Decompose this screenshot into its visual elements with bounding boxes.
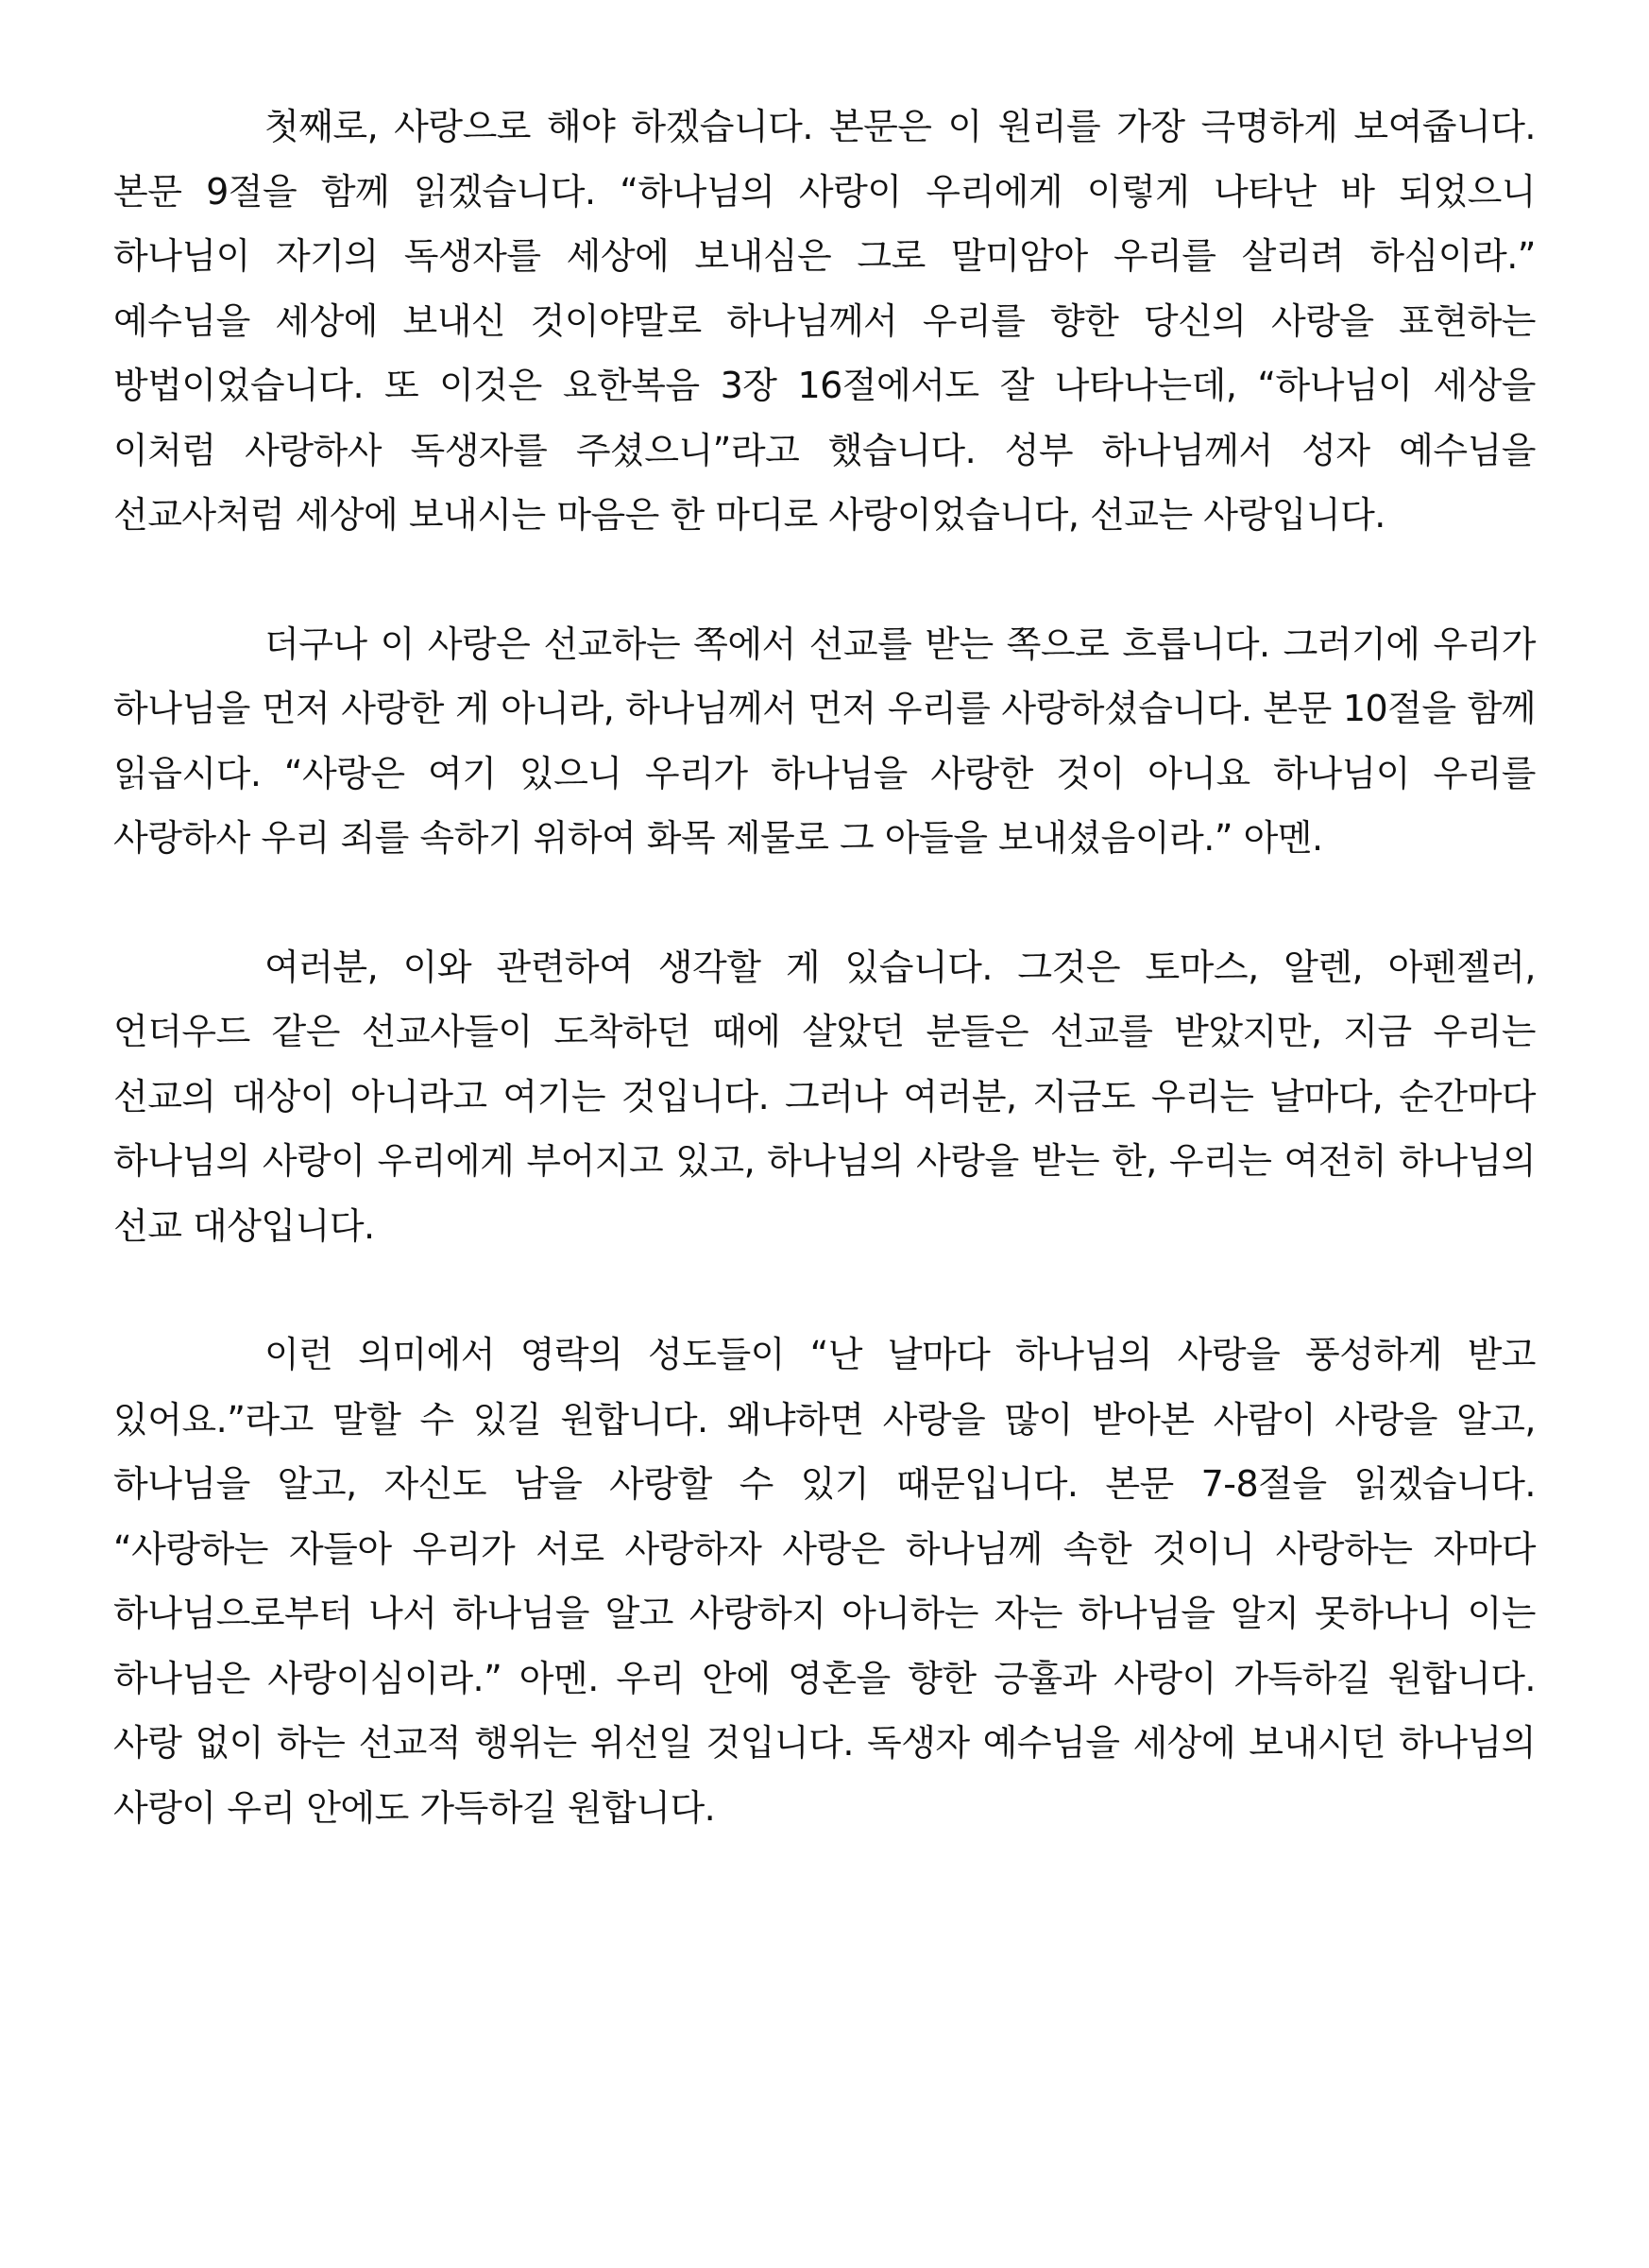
paragraph-4: 이런 의미에서 영락의 성도들이 “난 날마다 하나님의 사랑을 풍성하게 받고 있어요.”라고 말할 수 있길 원합니다. 왜냐하면 사랑을 많이 받아본 사람이 사랑을 알고, 하나님을 알고, 자신도 남을 사랑할 수 있기 때문입니다. 본문 7-8절을 읽겠습니다. “사랑하는 자들아 우리가 서로 사랑하자 사랑은 하나님께 속한 것이니 사랑하는 자마다 하나님으로부터 나서 하나님을 알고 사랑하지 아니하는 자는 하나님을 알지 못하나니 이는 하나님은 사랑이심이라.” 아멘. 우리 안에 영혼을 향한 긍휼과 사랑이 가득하길 원합니다. 사랑 없이 하는 선교적 행위는 위선일 것입니다. 독생자 예수님을 세상에 보내시던 하나님의 사랑이 우리 안에도 가득하길 원합니다. (113, 1334, 1536, 1829)
paragraph-2: 더구나 이 사랑은 선교하는 쪽에서 선교를 받는 쪽으로 흐릅니다. 그러기에 우리가 하나님을 먼저 사랑한 게 아니라, 하나님께서 먼저 우리를 사랑하셨습니다. 본문 10절을 함께 읽읍시다. “사랑은 여기 있으니 우리가 하나님을 사랑한 것이 아니요 하나님이 우리를 사랑하사 우리 죄를 속하기 위하여 화목 제물로 그 아들을 보내셨음이라.” 아멘. (113, 622, 1536, 859)
paragraph-3: 여러분, 이와 관련하여 생각할 게 있습니다. 그것은 토마스, 알렌, 아펜젤러, 언더우드 같은 선교사들이 도착하던 때에 살았던 분들은 선교를 받았지만, 지금 우리는 선교의 대상이 아니라고 여기는 것입니다. 그러나 여러분, 지금도 우리는 날마다, 순간마다 하나님의 사랑이 우리에게 부어지고 있고, 하나님의 사랑을 받는 한, 우리는 여전히 하나님의 선교 대상입니다. (113, 946, 1536, 1247)
paragraph-1: 첫째로, 사랑으로 해야 하겠습니다. 본문은 이 원리를 가장 극명하게 보여줍니다. 본문 9절을 함께 읽겠습니다. “하나님의 사랑이 우리에게 이렇게 나타난 바 되었으니 하나님이 자기의 독생자를 세상에 보내심은 그로 말미암아 우리를 살리려 하심이라.” 예수님을 세상에 보내신 것이야말로 하나님께서 우리를 향한 당신의 사랑을 표현하는 방법이었습니다. 또 이것은 요한복음 3장 16절에서도 잘 나타나는데, “하나님이 세상을 이처럼 사랑하사 독생자를 주셨으니”라고 했습니다. 성부 하나님께서 성자 예수님을 선교사처럼 세상에 보내시는 마음은 한 마디로 사랑이었습니다, 선교는 사랑입니다. (113, 106, 1536, 536)
document-body (113, 94, 1536, 1840)
